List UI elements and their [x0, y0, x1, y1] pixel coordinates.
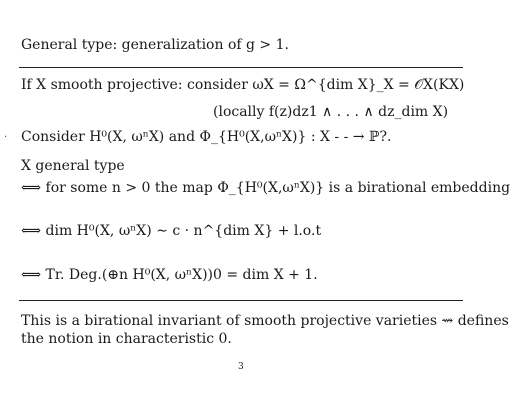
line-general-type	[21, 157, 125, 175]
top-divider	[19, 67, 463, 68]
footer-line-2	[21, 330, 232, 348]
footer-line-1	[21, 312, 509, 330]
line-consider	[21, 128, 391, 146]
line-5-text: ⟺ for some n > 0 the map Φ_{H⁰(X,ωⁿX)} is a birational embedding	[21, 180, 511, 196]
page-number: 3	[238, 362, 244, 372]
line-6-text: ⟺ dim H⁰(X, ωⁿX) ∼ c · n^{dim X} + l.o.t	[21, 223, 322, 239]
slide-header	[21, 36, 289, 54]
line-smooth-projective	[21, 76, 464, 94]
header-text: General type: generalization of g > 1.	[21, 37, 289, 53]
line-7-text: ⟺ Tr. Deg.(⊕n H⁰(X, ωⁿX))0 = dim X + 1.	[21, 267, 318, 283]
bottom-divider	[19, 300, 463, 301]
line-4-text: X general type	[21, 158, 125, 174]
footer-text-2: the notion in characteristic 0.	[21, 331, 232, 347]
line-birational-embedding	[21, 179, 510, 197]
line-2-text: (locally f(z)dz1 ∧ . . . ∧ dz_dim X)	[213, 104, 449, 120]
line-transcendence-degree	[21, 266, 318, 284]
line-dimension	[21, 222, 321, 240]
margin-mark: ·	[4, 132, 8, 143]
footer-text-1: This is a birational invariant of smooth projective varieties ⇝ defines	[21, 313, 509, 329]
line-1-text: If X smooth projective: consider ωX = Ω^{dim X}_X = 𝒪X(KX)	[21, 77, 465, 93]
line-3-text: Consider H⁰(X, ωⁿX) and Φ_{H⁰(X,ωⁿX)} : X - - → ℙ?.	[21, 129, 392, 145]
line-locally	[213, 103, 448, 121]
